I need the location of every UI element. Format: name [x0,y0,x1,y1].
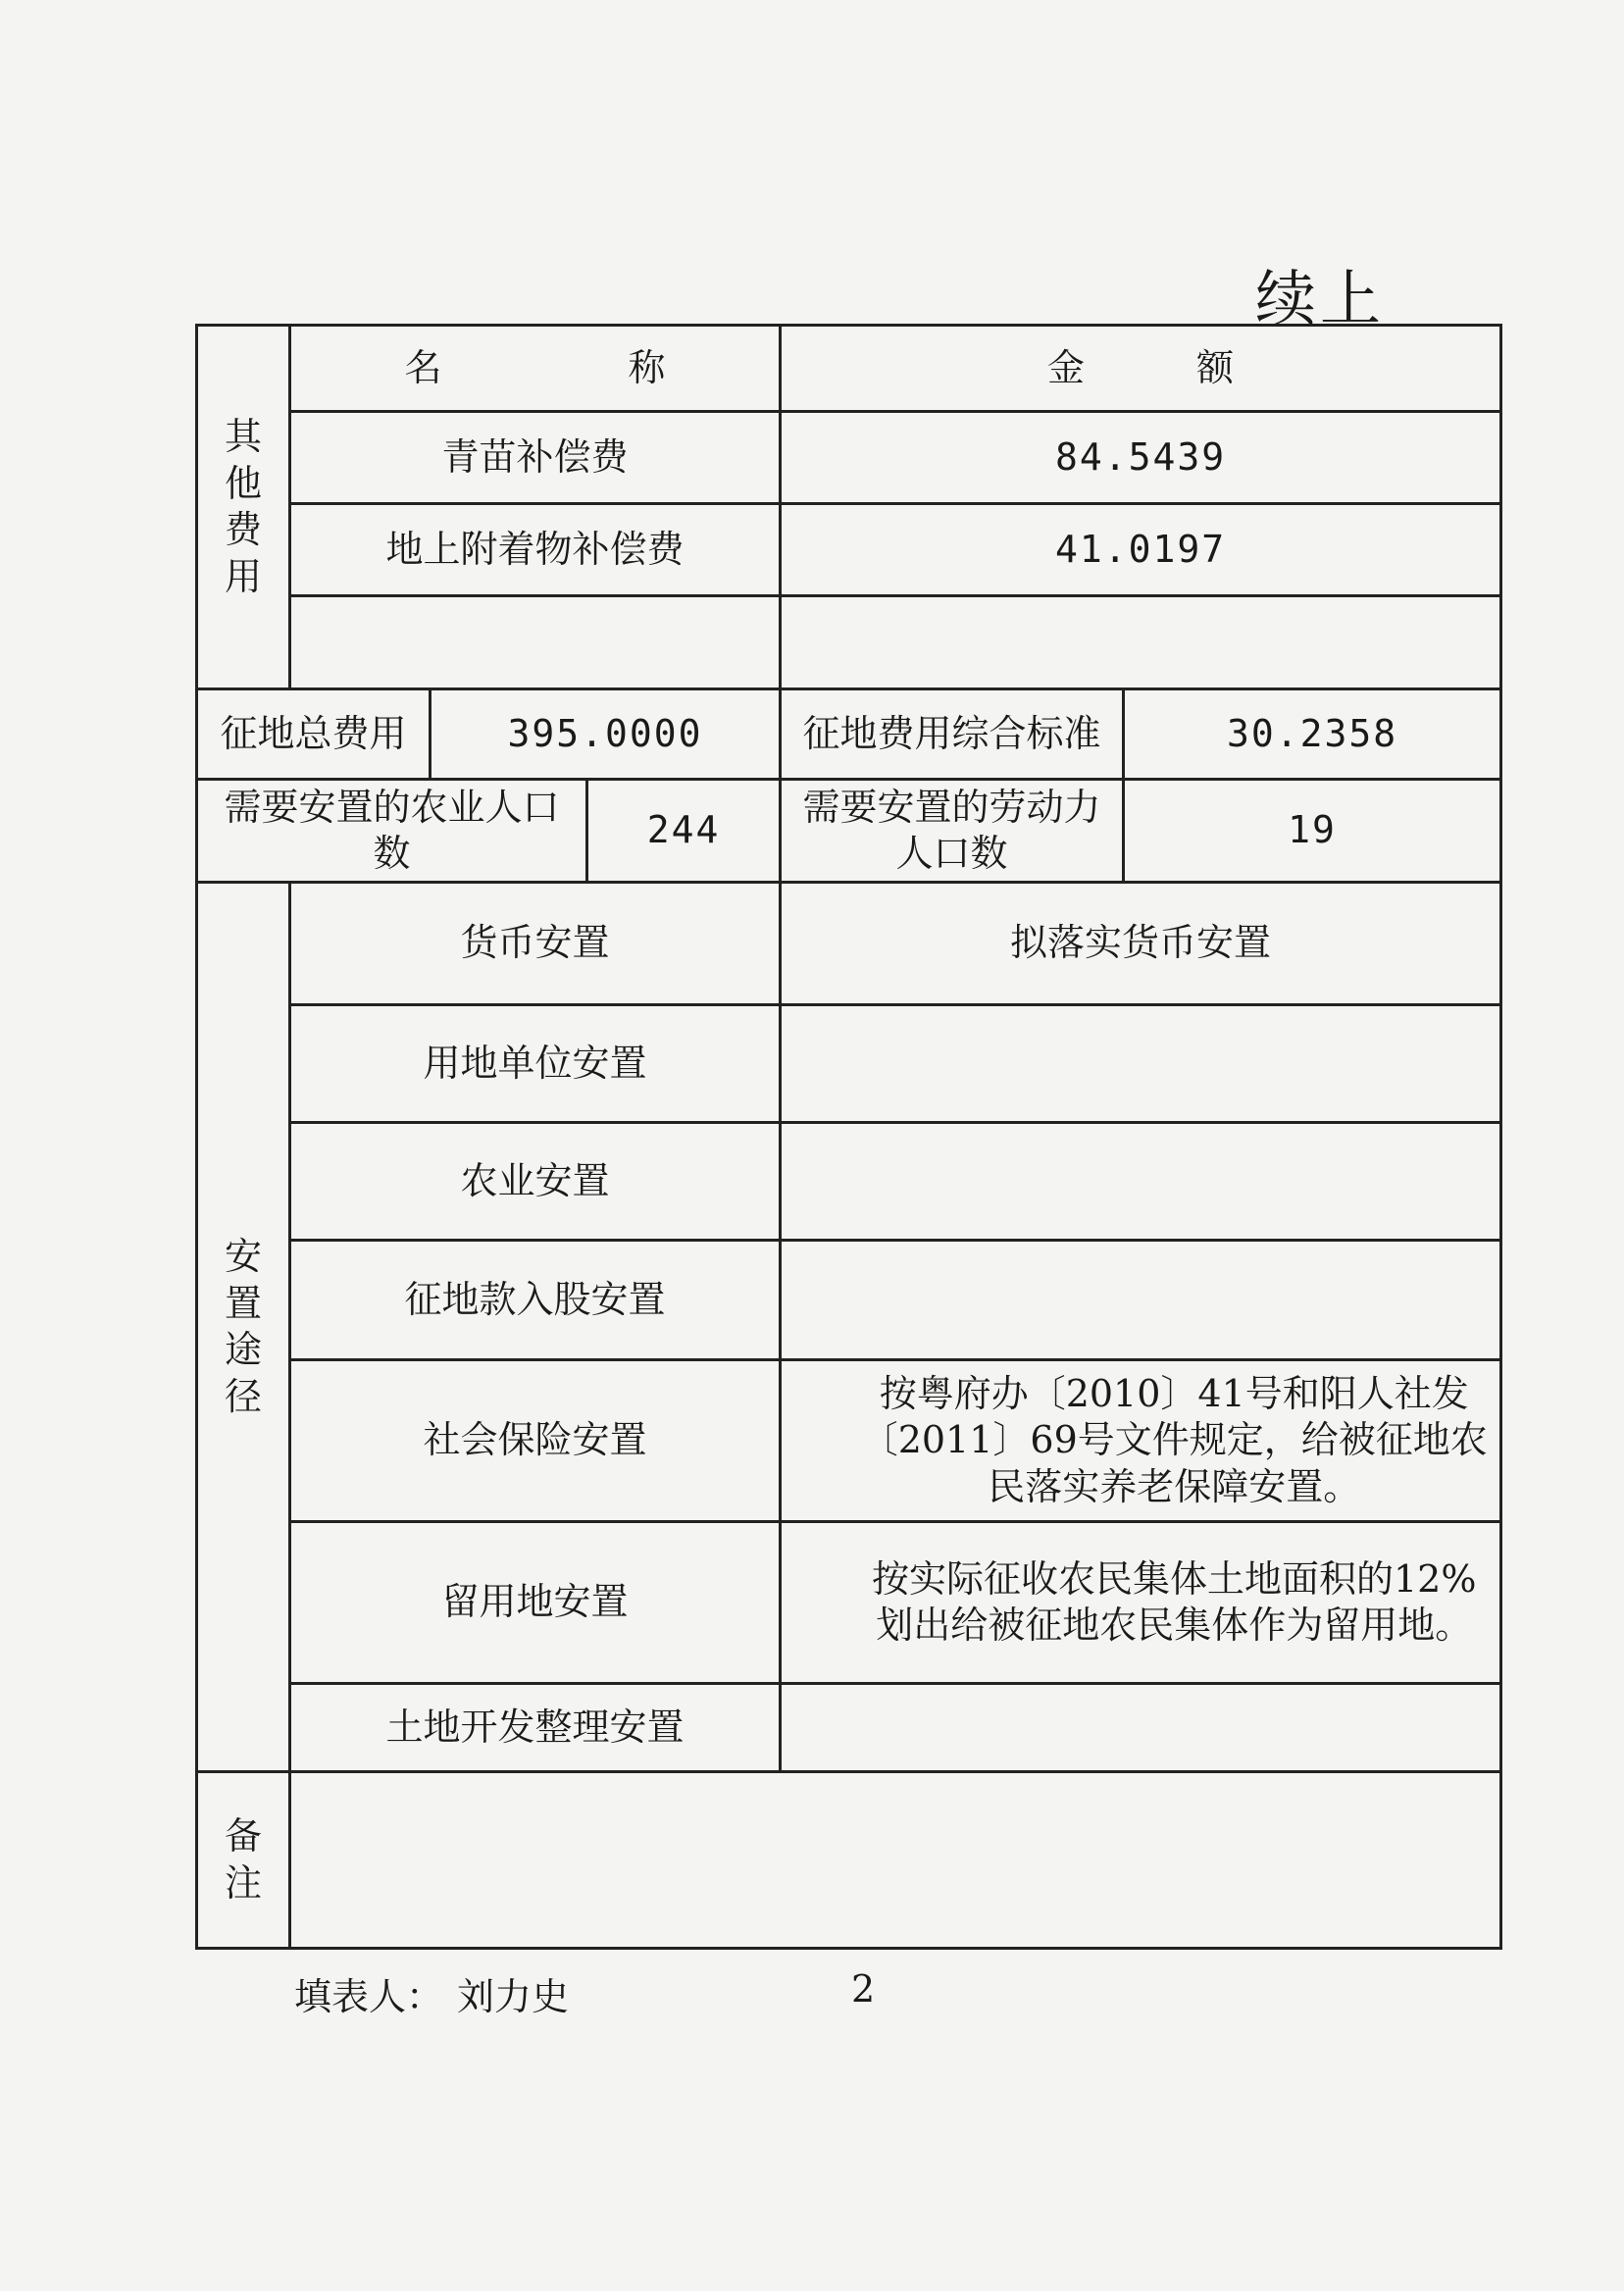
filler-label: 填表人： [294,1975,444,2018]
resettlement-content [781,1123,1501,1241]
resettlement-content [781,1005,1501,1123]
fee-name: 地上附着物补偿费 [290,504,781,596]
standard-fee-label: 征地费用综合标准 [781,689,1124,780]
land-acquisition-fee-table [195,324,1502,1950]
resettlement-method: 农业安置 [290,1123,781,1241]
total-fee-value: 395.0000 [431,689,781,780]
table-row [197,1684,1501,1772]
resettlement-section-label: 安置途径 [197,883,290,1772]
agri-population-value: 244 [587,780,781,883]
resettlement-method: 征地款入股安置 [290,1241,781,1360]
resettlement-method: 社会保险安置 [290,1360,781,1522]
remarks-label: 备注 [197,1772,290,1949]
name-column-header: 名 称 [290,326,781,412]
fee-name: 青苗补偿费 [290,412,781,504]
filler-name: 刘力史 [457,1975,570,2018]
total-fee-label: 征地总费用 [197,689,431,780]
resettlement-content [781,1684,1501,1772]
labor-population-value: 19 [1124,780,1501,883]
form-filler [294,1966,569,2020]
resettlement-content: 按实际征收农民集体土地面积的12%划出给被征地农民集体作为留用地。 [781,1522,1501,1684]
table-row [197,1123,1501,1241]
resettlement-content: 按粤府办〔2010〕41号和阳人社发〔2011〕69号文件规定，给被征地农民落实养老保障安置。 [781,1360,1501,1522]
resettlement-method: 土地开发整理安置 [290,1684,781,1772]
remarks-row [197,1772,1501,1949]
table-row [197,596,1501,689]
page-number: 2 [851,1967,876,2011]
other-fees-header-row [197,326,1501,412]
table-row [197,1360,1501,1522]
fee-amount: 41.0197 [781,504,1501,596]
table-row [197,412,1501,504]
table-row [197,504,1501,596]
fee-amount: 84.5439 [781,412,1501,504]
labor-population-label: 需要安置的劳动力人口数 [781,780,1124,883]
continuation-label: 续上 [1255,263,1386,334]
resettlement-method: 货币安置 [290,883,781,1005]
agri-population-label: 需要安置的农业人口数 [197,780,587,883]
fee-name [290,596,781,689]
fee-amount [781,596,1501,689]
totals-row [197,689,1501,780]
amount-column-header: 金 额 [781,326,1501,412]
resettlement-content [781,1241,1501,1360]
table-row [197,1005,1501,1123]
table-row [197,883,1501,1005]
resettlement-content: 拟落实货币安置 [781,883,1501,1005]
remarks-content [290,1772,1501,1949]
resettlement-method: 用地单位安置 [290,1005,781,1123]
table-row [197,1522,1501,1684]
resettlement-method: 留用地安置 [290,1522,781,1684]
standard-fee-value: 30.2358 [1124,689,1501,780]
population-row [197,780,1501,883]
table-row [197,1241,1501,1360]
other-fees-section-label: 其他费用 [197,326,290,689]
